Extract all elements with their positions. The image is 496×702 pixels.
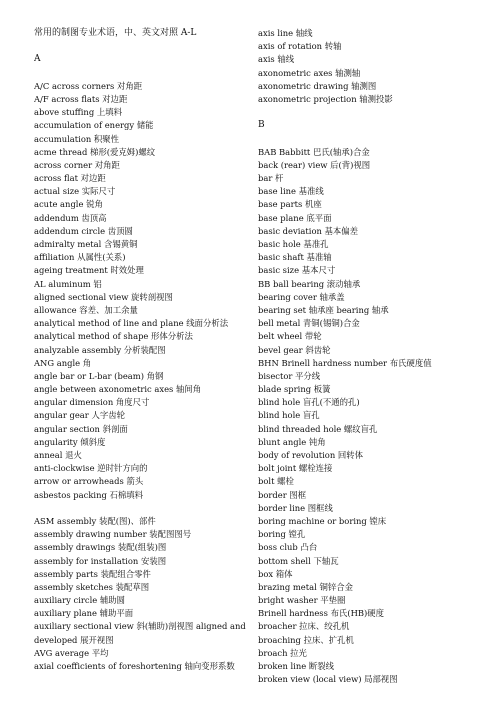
glossary-entry: bolt joint 螺栓连接 xyxy=(258,463,333,474)
glossary-entry: axial coefficients of foreshortening 轴向变形系数 xyxy=(34,661,235,672)
spacer xyxy=(34,67,254,80)
glossary-entry: border 图框 xyxy=(258,489,307,500)
glossary-entry: blind hole 盲孔(不通的孔) xyxy=(258,397,360,408)
glossary-entry: axonometric drawing 轴测图 xyxy=(258,80,377,91)
glossary-entry: anneal 退火 xyxy=(34,450,82,460)
glossary-entry: above stuffing 上填料 xyxy=(34,107,122,118)
glossary-entry: broaching 拉床、扩孔机 xyxy=(258,634,354,645)
glossary-entry: border line 图框线 xyxy=(258,502,333,513)
section-letter-a: A xyxy=(34,54,41,65)
section-letter-b: B xyxy=(258,120,265,131)
glossary-entry: Brinell hardness 布氏(HB)硬度 xyxy=(258,608,385,619)
term-list-left-c xyxy=(34,647,254,660)
glossary-entry: bearing set 轴承座 bearing 轴承 xyxy=(258,304,389,315)
glossary-entry: across corner 对角距 xyxy=(34,159,120,170)
glossary-entry: axonometric projection 轴测投影 xyxy=(258,93,393,104)
glossary-entry: auxiliary sectional view 斜(辅助)剖视图 aligned and developed 展开视图 xyxy=(34,621,246,645)
glossary-entry: basic size 基本尺寸 xyxy=(258,265,336,276)
glossary-entry: AL aluminum 铝 xyxy=(34,278,102,289)
glossary-entry: A/C across corners 对角距 xyxy=(34,80,143,91)
glossary-entry: allowance 容差、加工余量 xyxy=(34,304,138,315)
glossary-entry: AVG average 平均 xyxy=(34,647,109,658)
glossary-entry: A/F across flats 对边距 xyxy=(34,93,128,104)
glossary-entry: box 箱体 xyxy=(258,568,293,579)
glossary-entry: bearing cover 轴承盖 xyxy=(258,291,345,302)
glossary-entry: body of revolution 回转体 xyxy=(258,450,364,460)
glossary-entry: axis 轴线 xyxy=(258,54,295,65)
term-list-right-a xyxy=(258,27,474,106)
glossary-entry: blind threaded hole 螺纹盲孔 xyxy=(258,423,378,434)
glossary-entry: aligned sectional view 旋转剖视图 xyxy=(34,291,173,302)
glossary-entry: broken line 断裂线 xyxy=(258,661,334,671)
glossary-entry: angular section 斜剖面 xyxy=(34,423,128,434)
glossary-entry: boring machine or boring 镗床 xyxy=(258,515,387,526)
glossary-entry: belt wheel 带轮 xyxy=(258,331,322,342)
glossary-entry: ANG angle 角 xyxy=(34,357,92,368)
glossary-entry: basic shaft 基准轴 xyxy=(258,252,332,263)
term-list-right-b xyxy=(258,146,474,687)
glossary-entry: bright washer 平垫圈 xyxy=(258,595,346,606)
spacer xyxy=(34,502,254,515)
glossary-entry: assembly for installation 安装图 xyxy=(34,555,167,566)
glossary-entry: analytical method of shape 形体分析法 xyxy=(34,331,193,342)
glossary-entry: addendum circle 齿顶圆 xyxy=(34,225,133,236)
glossary-entry: brazing metal 铜锌合金 xyxy=(258,581,353,592)
glossary-entry: accumulation 积聚性 xyxy=(34,133,120,144)
term-list-left-wrapped-end xyxy=(34,660,254,673)
glossary-entry: bolt 螺栓 xyxy=(258,476,294,487)
term-list-left-a xyxy=(34,80,254,502)
glossary-entry: base parts 机座 xyxy=(258,199,322,210)
glossary-entry: angular gear 人字齿轮 xyxy=(34,410,125,421)
glossary-entry: broach 拉光 xyxy=(258,647,307,658)
glossary-entry: admiralty metal 含锡黄铜 xyxy=(34,239,138,249)
glossary-entry: angle between axonometric axes 轴间角 xyxy=(34,384,202,395)
glossary-entry: basic deviation 基本偏差 xyxy=(258,225,359,236)
term-list-left-b xyxy=(34,515,254,621)
glossary-entry: accumulation of energy 储能 xyxy=(34,120,154,131)
glossary-entry: assembly sketches 装配草图 xyxy=(34,581,150,592)
glossary-entry: basic hole 基准孔 xyxy=(258,239,329,249)
glossary-entry: asbestos packing 石棉填料 xyxy=(34,489,143,500)
glossary-entry: broken view (local view) 局部视图 xyxy=(258,674,398,685)
document-title: 常用的制图专业术语，中、英文对照 A-L xyxy=(34,28,197,38)
term-list-left-wrapped xyxy=(34,620,254,646)
glossary-entry: blade spring 板簧 xyxy=(258,384,331,395)
glossary-entry: blind hole 盲孔 xyxy=(258,410,320,421)
glossary-entry: affiliation 从属性(关系) xyxy=(34,252,126,263)
glossary-entry: arrow or arrowheads 箭头 xyxy=(34,476,144,487)
glossary-entry: ageing treatment 时效处理 xyxy=(34,265,144,276)
spacer xyxy=(258,133,474,146)
glossary-entry: ASM assembly 装配(图)、部件 xyxy=(34,515,156,526)
glossary-entry: assembly parts 装配组合零件 xyxy=(34,568,151,579)
glossary-entry: angle bar or L-bar (beam) 角钢 xyxy=(34,370,164,381)
glossary-entry: BB ball bearing 滚动轴承 xyxy=(258,278,361,289)
glossary-entry: axis of rotation 转轴 xyxy=(258,41,342,52)
glossary-entry: auxiliary circle 辅助圆 xyxy=(34,595,126,606)
glossary-entry: boring 镗孔 xyxy=(258,529,306,540)
glossary-entry: BAB Babbitt 巴氏(轴承)合金 xyxy=(258,146,370,157)
glossary-entry: broacher 拉床、绞孔机 xyxy=(258,621,350,632)
glossary-entry: boss club 凸台 xyxy=(258,542,318,553)
glossary-entry: bell metal 青铜(锡铜)合金 xyxy=(258,318,360,329)
glossary-entry: angularity 倾斜度 xyxy=(34,436,106,447)
spacer xyxy=(258,106,474,119)
glossary-entry: back (rear) view 后(背)视图 xyxy=(258,159,371,170)
spacer xyxy=(34,40,254,53)
glossary-entry: axonometric axes 轴测轴 xyxy=(258,67,361,78)
glossary-entry: assembly drawings 装配(组装)图 xyxy=(34,542,167,553)
glossary-entry: auxiliary plane 辅助平面 xyxy=(34,608,134,619)
glossary-entry: anti-clockwise 逆时针方向的 xyxy=(34,463,148,474)
glossary-entry: base line 基准线 xyxy=(258,186,324,197)
left-column xyxy=(34,27,254,673)
glossary-entry: across flat 对边距 xyxy=(34,173,106,184)
glossary-entry: bottom shell 下轴瓦 xyxy=(258,555,339,566)
glossary-entry: base plane 底平面 xyxy=(258,212,332,223)
glossary-entry: axis line 轴线 xyxy=(258,28,313,38)
glossary-entry: BHN Brinell hardness number 布氏硬度值 xyxy=(258,357,432,368)
glossary-entry: analytical method of line and plane 线面分析法 xyxy=(34,318,229,329)
right-column xyxy=(258,27,474,686)
glossary-entry: acute angle 锐角 xyxy=(34,199,103,210)
glossary-entry: blunt angle 钝角 xyxy=(258,436,326,447)
glossary-entry: bevel gear 斜齿轮 xyxy=(258,344,331,355)
glossary-entry: addendum 齿顶高 xyxy=(34,212,107,223)
glossary-entry: actual size 实际尺寸 xyxy=(34,186,116,197)
glossary-entry: bisector 平分线 xyxy=(258,370,321,381)
glossary-entry: analyzable assembly 分析装配图 xyxy=(34,344,166,355)
glossary-entry: bar 杆 xyxy=(258,173,284,184)
glossary-entry: angular dimension 角度尺寸 xyxy=(34,397,150,408)
glossary-entry: acme thread 梯形(爱克姆)螺纹 xyxy=(34,146,156,157)
glossary-entry: assembly drawing number 装配图图号 xyxy=(34,529,192,540)
